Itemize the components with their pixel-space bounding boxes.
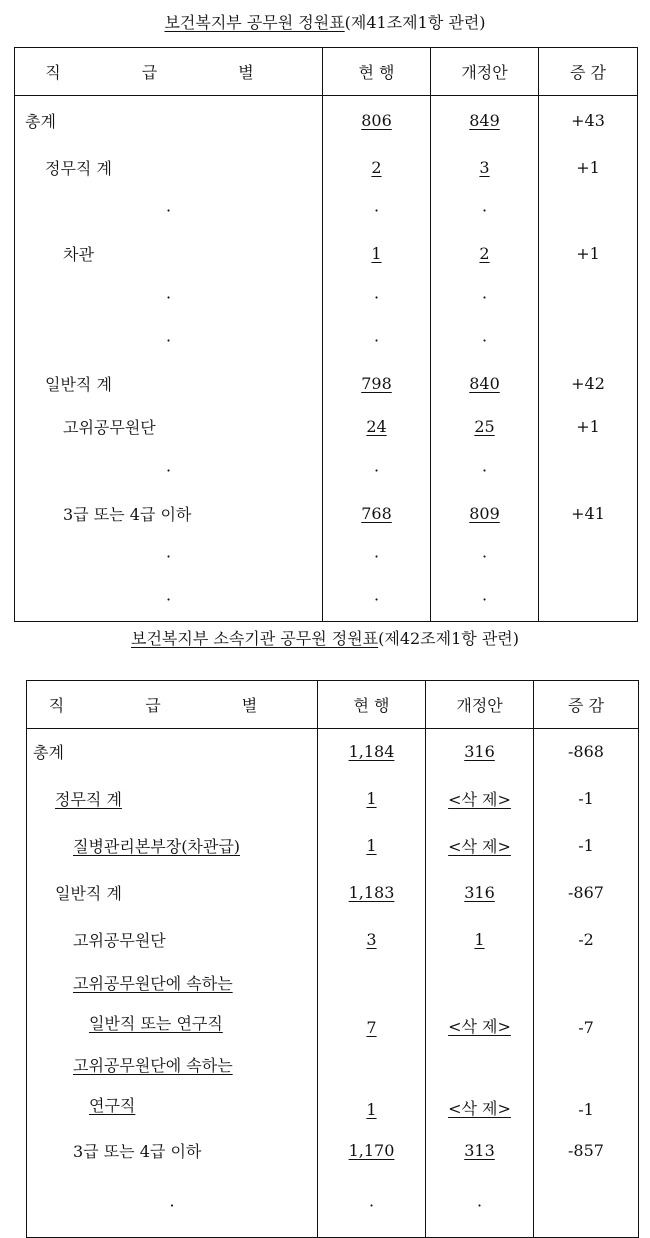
row-label-line1: 고위공무원단에 속하는	[73, 973, 233, 993]
row-label: 정무직 계	[15, 146, 323, 189]
table1-title-main: 보건복지부 공무원 정원표	[164, 13, 345, 32]
row-label: ·	[15, 319, 323, 362]
table2-title-main: 보건복지부 소속기관 공무원 정원표	[131, 629, 379, 648]
row-label: ·	[27, 1174, 318, 1238]
table-row	[27, 1045, 639, 1127]
row-current: 806	[361, 111, 392, 131]
header-change: 증 감	[539, 48, 638, 96]
row-label: 일반직 계	[15, 362, 323, 405]
row-label: 일반직 계	[27, 869, 318, 916]
row-label-line1: 고위공무원단에 속하는	[73, 1055, 233, 1075]
table-row	[15, 189, 638, 232]
header-current: 현 행	[323, 48, 431, 96]
row-label: 정무직 계	[55, 789, 122, 809]
row-label: 3급 또는 4급 이하	[27, 1127, 318, 1174]
row-change: -1	[534, 1045, 639, 1127]
row-current: 1,184	[348, 742, 395, 762]
row-change: -7	[534, 963, 639, 1045]
row-current: 7	[366, 1017, 377, 1037]
row-change: +43	[539, 96, 638, 146]
table-row	[15, 449, 638, 492]
row-current: ·	[323, 449, 431, 492]
row-change: -1	[534, 822, 639, 869]
row-proposed: 849	[469, 111, 500, 131]
row-change	[534, 1174, 639, 1238]
table-row	[27, 1174, 639, 1238]
row-proposed: <삭 제>	[448, 789, 511, 809]
row-proposed: 316	[464, 882, 495, 902]
table2-title	[0, 626, 650, 649]
row-current: ·	[323, 578, 431, 621]
row-proposed: ·	[431, 449, 539, 492]
table-row	[15, 578, 638, 621]
row-label: 질병관리본부장(차관급)	[73, 836, 241, 856]
table-row	[15, 96, 638, 146]
row-current: 1	[366, 788, 377, 808]
table1	[14, 47, 638, 622]
row-proposed: 2	[479, 244, 490, 264]
row-label-line2: 일반직 또는 연구직	[89, 1013, 223, 1033]
row-proposed: 809	[469, 504, 500, 524]
row-label: ·	[15, 189, 323, 232]
row-proposed: <삭 제>	[448, 1098, 511, 1118]
row-change	[539, 449, 638, 492]
row-change: -857	[534, 1127, 639, 1174]
row-proposed: 316	[464, 742, 495, 762]
row-proposed: 1	[474, 929, 485, 949]
table-row	[27, 916, 639, 963]
row-current: 768	[361, 504, 392, 524]
row-label: ·	[15, 535, 323, 578]
row-proposed: ·	[431, 319, 539, 362]
row-proposed: ·	[431, 275, 539, 318]
row-change	[539, 275, 638, 318]
row-proposed: ·	[431, 578, 539, 621]
row-current: 3	[366, 929, 377, 949]
row-current: ·	[323, 275, 431, 318]
row-current: 1,183	[348, 882, 395, 902]
row-label: 고위공무원단	[27, 916, 318, 963]
row-current: 798	[361, 374, 392, 394]
row-label: 3급 또는 4급 이하	[15, 492, 323, 535]
row-proposed: 313	[464, 1140, 495, 1160]
table-row	[27, 822, 639, 869]
table1-title	[0, 10, 650, 33]
row-current: ·	[318, 1174, 426, 1238]
row-proposed: 3	[479, 157, 490, 177]
table-row	[15, 362, 638, 405]
row-current: 24	[366, 417, 387, 437]
table-row	[27, 775, 639, 822]
row-label: 고위공무원단	[15, 405, 323, 448]
row-change: -867	[534, 869, 639, 916]
table-row	[15, 492, 638, 535]
row-change: +1	[539, 146, 638, 189]
row-current: 2	[371, 157, 382, 177]
row-label: 총계	[27, 729, 318, 775]
header-grade: 직 급 별	[27, 681, 318, 729]
table-row	[15, 405, 638, 448]
row-change	[539, 189, 638, 232]
table-row	[15, 535, 638, 578]
table-row	[27, 1127, 639, 1174]
row-label: 총계	[15, 96, 323, 146]
table1-header-row	[15, 48, 638, 96]
row-proposed: ·	[431, 535, 539, 578]
row-current: ·	[323, 319, 431, 362]
row-change: +41	[539, 492, 638, 535]
table-row	[15, 319, 638, 362]
row-change: -868	[534, 729, 639, 775]
table-row	[27, 963, 639, 1045]
table-row	[27, 869, 639, 916]
table-row	[27, 729, 639, 775]
row-change: +1	[539, 405, 638, 448]
table2	[26, 680, 639, 1238]
row-proposed: <삭 제>	[448, 836, 511, 856]
header-grade: 직 급 별	[15, 48, 323, 96]
row-change: -1	[534, 775, 639, 822]
row-current: 1,170	[348, 1140, 395, 1160]
row-change	[539, 319, 638, 362]
row-proposed: 840	[469, 374, 500, 394]
row-label: ·	[15, 449, 323, 492]
row-label: ·	[15, 275, 323, 318]
row-change	[539, 535, 638, 578]
row-proposed: <삭 제>	[448, 1016, 511, 1036]
header-current: 현 행	[318, 681, 426, 729]
row-proposed: ·	[431, 189, 539, 232]
row-change: +1	[539, 232, 638, 275]
row-proposed: ·	[426, 1174, 534, 1238]
row-label: ·	[15, 578, 323, 621]
row-current: 1	[371, 244, 382, 264]
row-change: +42	[539, 362, 638, 405]
row-proposed: 25	[474, 417, 495, 437]
table-row	[15, 146, 638, 189]
row-current: 1	[366, 835, 377, 855]
table2-title-ref: (제42조제1항 관련)	[378, 629, 519, 648]
header-change: 증 감	[534, 681, 639, 729]
table2-header-row	[27, 681, 639, 729]
row-label-line2: 연구직	[89, 1095, 136, 1115]
header-proposed: 개정안	[431, 48, 539, 96]
table1-title-ref: (제41조제1항 관련)	[344, 13, 486, 32]
row-change	[539, 578, 638, 621]
row-current: ·	[323, 189, 431, 232]
header-proposed: 개정안	[426, 681, 534, 729]
table-row	[15, 275, 638, 318]
row-current: 1	[366, 1099, 377, 1119]
row-current: ·	[323, 535, 431, 578]
table-row	[15, 232, 638, 275]
row-change: -2	[534, 916, 639, 963]
row-label: 차관	[15, 232, 323, 275]
